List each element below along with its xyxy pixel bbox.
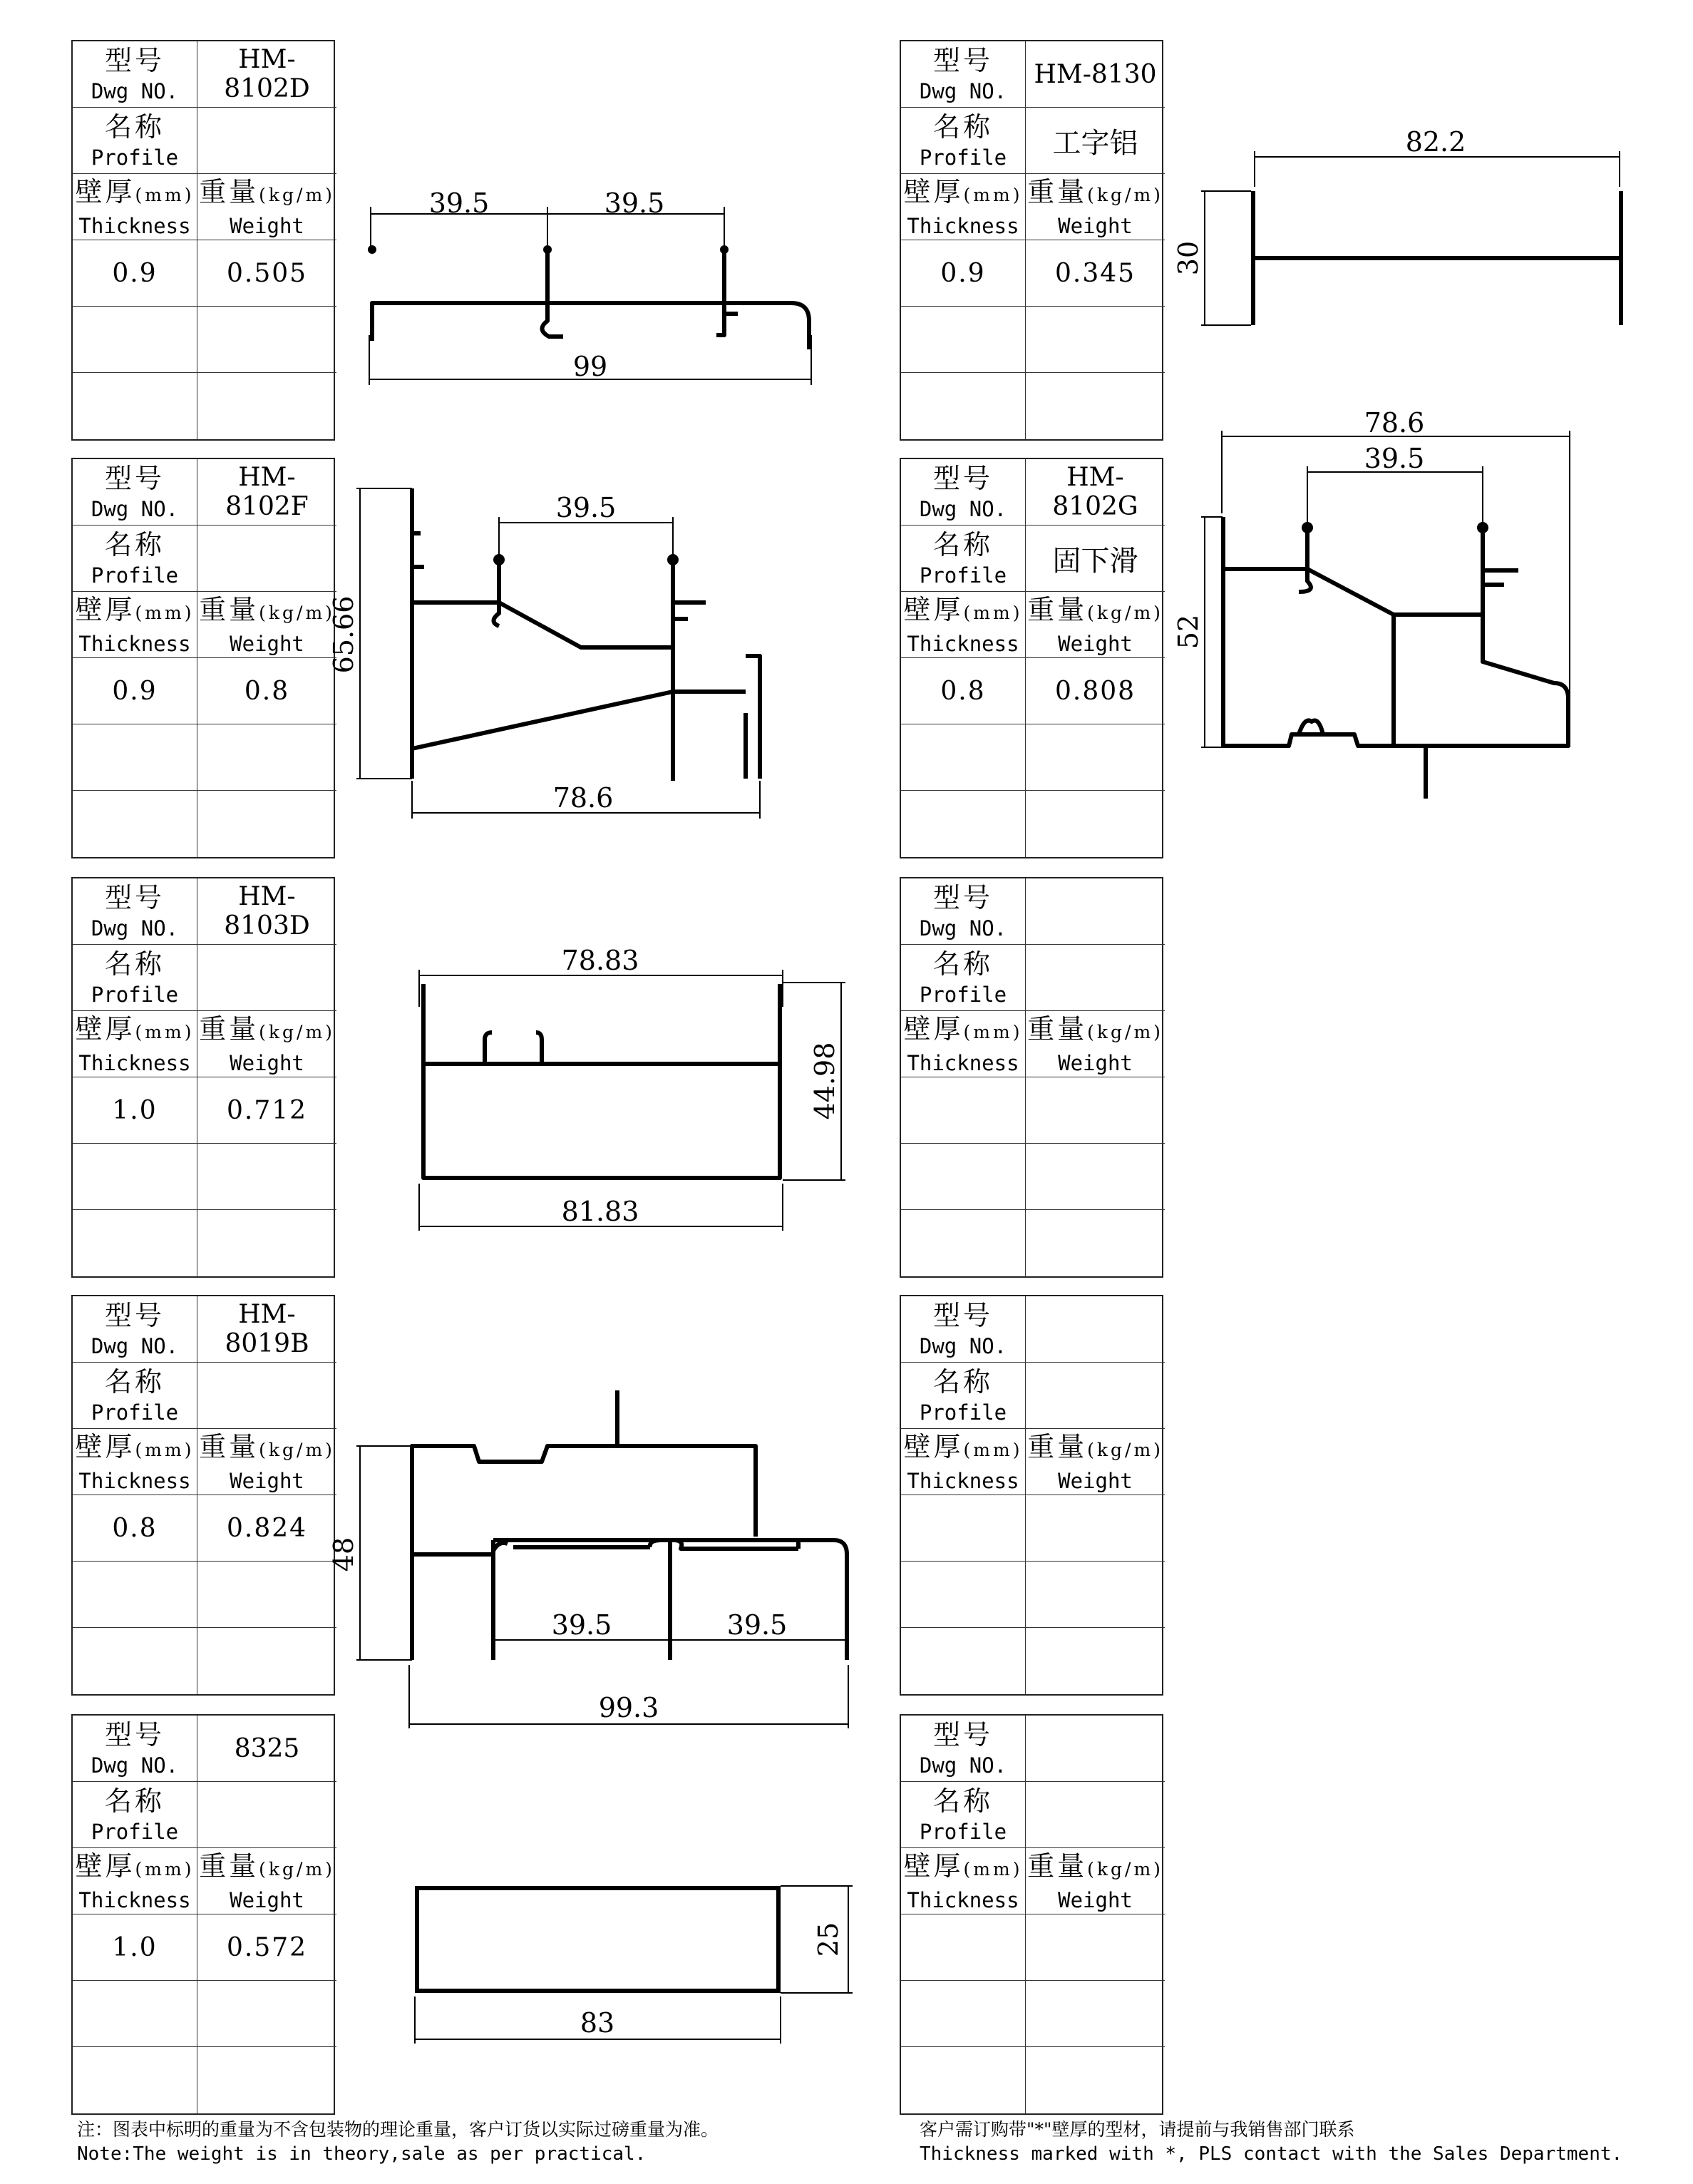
thickness-label: 壁厚(mm) Thickness (901, 592, 1026, 658)
dim-label: 39.5 (551, 1609, 612, 1641)
weight-label: 重量(kg/m) Weight (1026, 592, 1165, 658)
thickness-label: 壁厚(mm) Thickness (901, 1429, 1026, 1495)
note-right (920, 2118, 1622, 2166)
profile-label: 名称 Profile (901, 1363, 1026, 1429)
dim-label: 30 (1173, 240, 1204, 276)
thickness-value: 0.8 (73, 1495, 197, 1562)
dwg-label: 型号 Dwg NO. (73, 1716, 197, 1782)
weight-label: 重量(kg/m) Weight (197, 174, 336, 240)
weight-label: 重量(kg/m) Weight (1026, 1429, 1165, 1495)
thickness-value: 0.9 (901, 240, 1026, 307)
profile-label: 名称 Profile (73, 945, 197, 1011)
dim-label: 39.5 (555, 492, 617, 523)
dim-label: 78.83 (561, 945, 639, 976)
note-left (77, 2118, 719, 2166)
dim-label: 39.5 (726, 1609, 788, 1641)
weight-value: 0.808 (1026, 658, 1165, 724)
weight-value: 0.712 (197, 1077, 336, 1144)
dwg-label: 型号 Dwg NO. (73, 878, 197, 945)
weight-value: 0.505 (197, 240, 336, 307)
dim-label: 48 (328, 1537, 359, 1572)
thickness-label: 壁厚(mm) Thickness (901, 174, 1026, 240)
dwg-label: 型号 Dwg NO. (901, 878, 1026, 945)
dwg-value: 8325 (197, 1716, 336, 1782)
dwg-label: 型号 Dwg NO. (901, 41, 1026, 108)
dim-label: 52 (1173, 614, 1204, 650)
thickness-value: 0.9 (73, 240, 197, 307)
dwg-label: 型号 Dwg NO. (73, 459, 197, 526)
thickness-label: 壁厚(mm) Thickness (73, 174, 197, 240)
thickness-label: 壁厚(mm) Thickness (73, 592, 197, 658)
dim-label: 65.66 (328, 595, 359, 674)
thickness-value: 1.0 (73, 1914, 197, 1981)
thickness-label: 壁厚(mm) Thickness (73, 1848, 197, 1914)
note-left-en: Note:The weight is in theory,sale as per practical. (77, 2143, 647, 2165)
dim-label: 82.2 (1405, 126, 1466, 158)
note-right-en: Thickness marked with *, PLS contact with the Sales Department. (920, 2143, 1623, 2165)
dwg-value: HM-8102G (1026, 459, 1165, 526)
dwg-label: 型号 Dwg NO. (73, 1296, 197, 1363)
weight-label: 重量(kg/m) Weight (1026, 1848, 1165, 1914)
weight-label: 重量(kg/m) Weight (1026, 174, 1165, 240)
dim-label: 39.5 (1364, 443, 1425, 474)
profile-label: 名称 Profile (73, 108, 197, 174)
thickness-label: 壁厚(mm) Thickness (901, 1011, 1026, 1077)
profile-label: 名称 Profile (901, 526, 1026, 592)
profile-value: 工字铝 (1026, 108, 1165, 174)
dim-label: 99 (572, 351, 608, 382)
weight-label: 重量(kg/m) Weight (197, 592, 336, 658)
dwg-label: 型号 Dwg NO. (73, 41, 197, 108)
dwg-value: HM-8102F (197, 459, 336, 526)
dim-label: 25 (813, 1922, 844, 1957)
weight-label: 重量(kg/m) Weight (197, 1011, 336, 1077)
dwg-value: HM-8103D (197, 878, 336, 945)
profile-label: 名称 Profile (901, 108, 1026, 174)
profile-value: 固下滑 (1026, 526, 1165, 592)
thickness-label: 壁厚(mm) Thickness (73, 1429, 197, 1495)
thickness-value: 0.8 (901, 658, 1026, 724)
dim-label: 99.3 (598, 1692, 659, 1723)
dwg-value: HM-8102D (197, 41, 336, 108)
dim-label: 44.98 (809, 1042, 840, 1120)
weight-value: 0.572 (197, 1914, 336, 1981)
profile-label: 名称 Profile (901, 945, 1026, 1011)
dwg-label: 型号 Dwg NO. (901, 459, 1026, 526)
weight-label: 重量(kg/m) Weight (197, 1848, 336, 1914)
weight-value: 0.824 (197, 1495, 336, 1562)
profile-label: 名称 Profile (901, 1782, 1026, 1848)
weight-value: 0.345 (1026, 240, 1165, 307)
dim-label: 39.5 (428, 188, 490, 219)
weight-label: 重量(kg/m) Weight (197, 1429, 336, 1495)
dim-label: 83 (580, 2007, 615, 2039)
weight-value: 0.8 (197, 658, 336, 724)
profile-label: 名称 Profile (73, 1363, 197, 1429)
dwg-value: HM-8019B (197, 1296, 336, 1363)
dim-label: 78.6 (1364, 407, 1425, 439)
thickness-label: 壁厚(mm) Thickness (73, 1011, 197, 1077)
profile-label: 名称 Profile (73, 1782, 197, 1848)
dwg-label: 型号 Dwg NO. (901, 1296, 1026, 1363)
dwg-value: HM-8130 (1026, 41, 1165, 108)
dim-label: 81.83 (561, 1196, 639, 1227)
thickness-label: 壁厚(mm) Thickness (901, 1848, 1026, 1914)
dim-label: 78.6 (552, 782, 614, 814)
profile-label: 名称 Profile (73, 526, 197, 592)
thickness-value: 1.0 (73, 1077, 197, 1144)
dim-label: 39.5 (604, 188, 665, 219)
weight-label: 重量(kg/m) Weight (1026, 1011, 1165, 1077)
note-right-zh: 客户需订购带"*"壁厚的型材，请提前与我销售部门联系 (920, 2119, 1355, 2140)
thickness-value: 0.9 (73, 658, 197, 724)
note-left-zh: 注：图表中标明的重量为不含包装物的理论重量，客户订货以实际过磅重量为准。 (77, 2119, 719, 2140)
dwg-label: 型号 Dwg NO. (901, 1716, 1026, 1782)
